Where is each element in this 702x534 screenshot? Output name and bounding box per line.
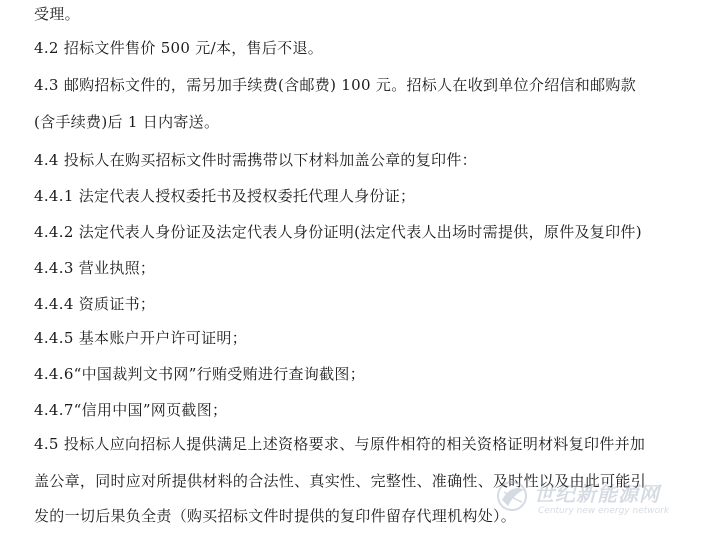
- text-line-6: 4.4.1 法定代表人授权委托书及授权委托代理人身份证；: [34, 187, 416, 205]
- watermark-subtitle: Century new energy network: [538, 506, 670, 516]
- text-line-15: 发的一切后果负全责（购买招标文件时提供的复印件留存代理机构处）。: [34, 507, 517, 525]
- text-line-10: 4.4.5 基本账户开户许可证明；: [34, 329, 248, 347]
- watermark: [494, 476, 694, 526]
- text-line-7: 4.4.2 法定代表人身份证及法定代表人身份证明(法定代表人出场时需提供，原件及复印件): [34, 223, 642, 241]
- text-line-12: 4.4.7“信用中国”网页截图；: [34, 401, 228, 419]
- text-line-11: 4.4.6“中国裁判文书网”行贿受贿进行查询截图；: [34, 365, 366, 383]
- text-line-2: 4.2 招标文件售价 500 元/本，售后不退。: [34, 39, 324, 57]
- text-line-9: 4.4.4 资质证书；: [34, 295, 156, 313]
- leaf-globe-logo-icon: [494, 478, 530, 514]
- text-line-5: 4.4 投标人在购买招标文件时需携带以下材料加盖公章的复印件：: [34, 151, 477, 169]
- text-line-1: 受理。: [34, 5, 80, 23]
- watermark-title: 世纪新能源网: [534, 482, 660, 506]
- text-line-4: (含手续费)后 1 日内寄送。: [34, 113, 220, 131]
- text-line-13: 4.5 投标人应向招标人提供满足上述资格要求、与原件相符的相关资格证明材料复印件并加: [34, 435, 646, 453]
- text-line-3: 4.3 邮购招标文件的，需另加手续费(含邮费) 100 元。招标人在收到单位介绍信和邮购款: [34, 76, 636, 94]
- text-line-14: 盖公章，同时应对所提供材料的合法性、真实性、完整性、准确性、及时性以及由此可能引: [34, 472, 647, 490]
- text-line-8: 4.4.3 营业执照；: [34, 259, 156, 277]
